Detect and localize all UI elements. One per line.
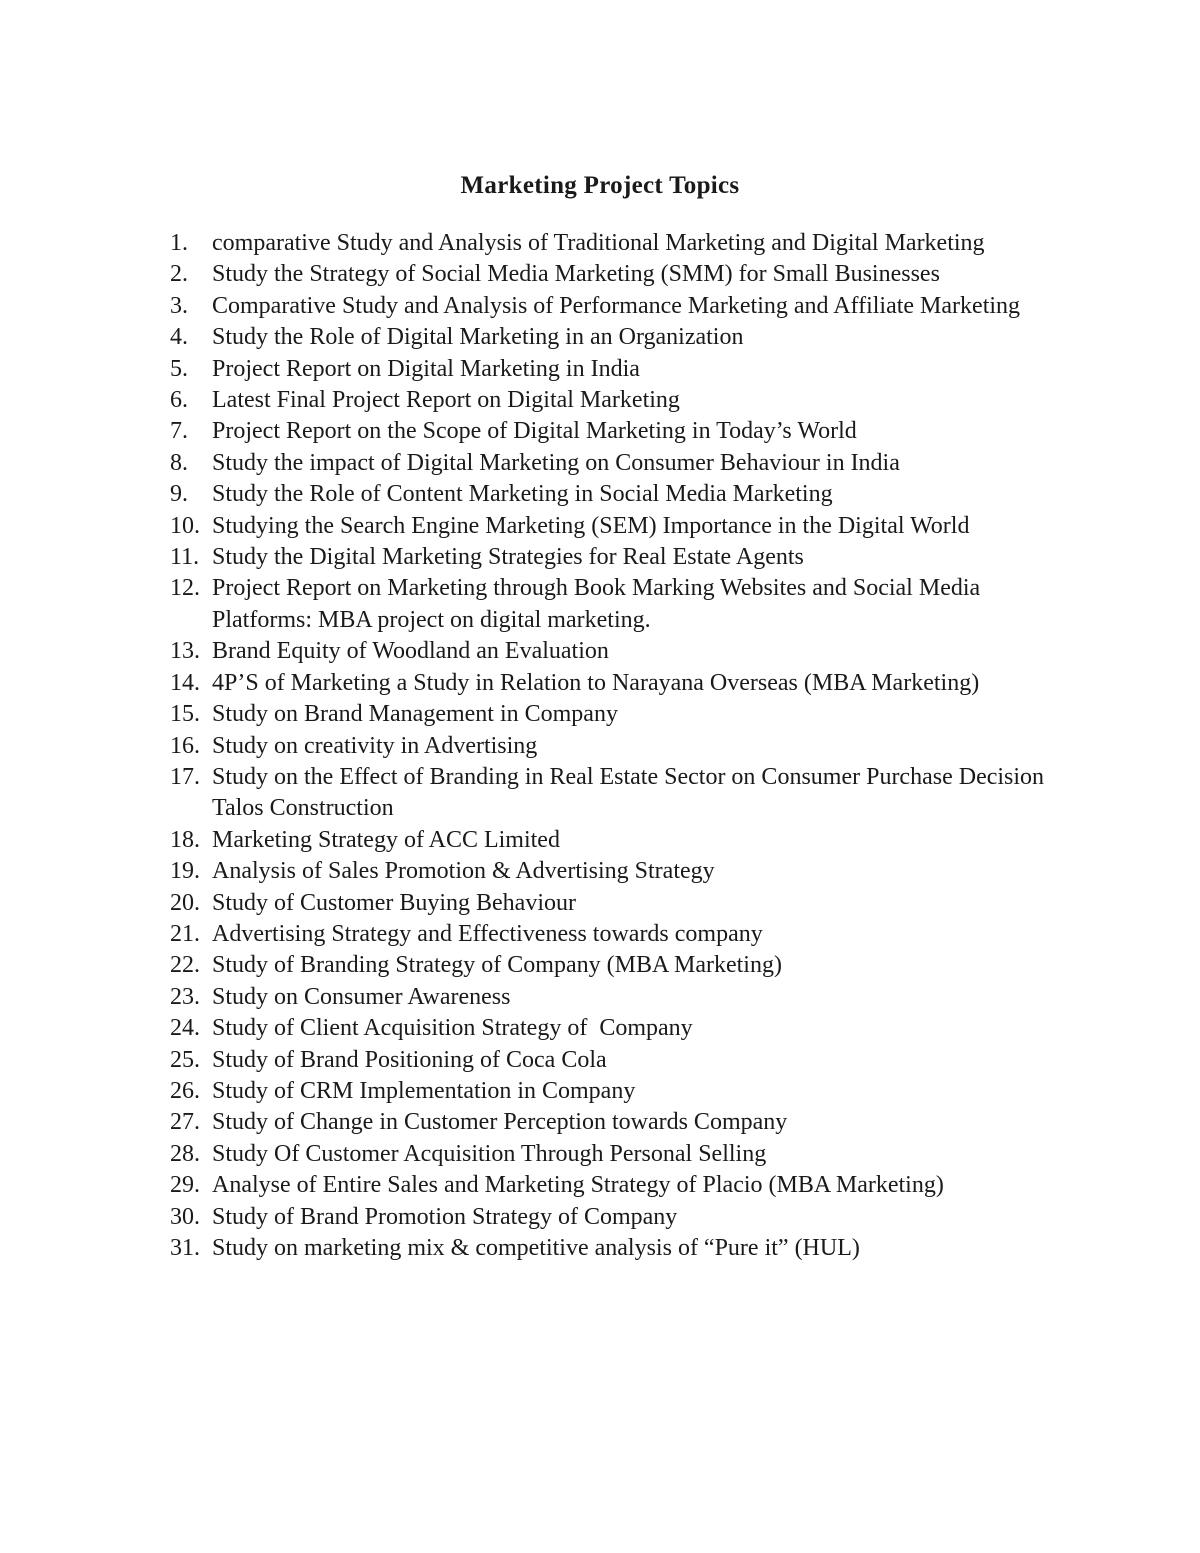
list-item bbox=[170, 856, 1070, 887]
list-item-number: 23. bbox=[170, 983, 200, 1010]
list-item-text: Study of Customer Buying Behaviour bbox=[212, 889, 576, 916]
list-item bbox=[170, 1013, 1070, 1044]
list-item bbox=[170, 291, 1070, 322]
list-item-number: 10. bbox=[170, 512, 200, 539]
list-item-number: 3. bbox=[170, 292, 188, 319]
list-item-text: Study the Digital Marketing Strategies for Real Estate Agents bbox=[212, 544, 804, 571]
list-item-number: 31. bbox=[170, 1235, 200, 1261]
list-item bbox=[170, 762, 1070, 825]
list-item-text: Study the impact of Digital Marketing on Consumer Behaviour in India bbox=[212, 449, 900, 476]
list-item-text: Latest Final Project Report on Digital Marketing bbox=[212, 387, 680, 414]
list-item bbox=[170, 322, 1070, 353]
list-item bbox=[170, 699, 1070, 730]
list-item bbox=[170, 511, 1070, 542]
list-item-text: Project Report on Digital Marketing in India bbox=[212, 355, 640, 382]
list-item bbox=[170, 448, 1070, 479]
list-item bbox=[170, 1139, 1070, 1170]
list-item bbox=[170, 354, 1070, 385]
list-item-text: Study Of Customer Acquisition Through Personal Selling bbox=[212, 1140, 767, 1167]
list-item-number: 28. bbox=[170, 1140, 200, 1167]
list-item bbox=[170, 1107, 1070, 1138]
document-title: Marketing Project Topics bbox=[460, 172, 740, 199]
list-item-text: Analyse of Entire Sales and Marketing Strategy of Placio (MBA Marketing) bbox=[212, 1172, 944, 1199]
list-item-text: Study on marketing mix & competitive analysis of “Pure it” (HUL) bbox=[212, 1235, 860, 1261]
list-item bbox=[170, 888, 1070, 919]
list-item bbox=[170, 825, 1070, 856]
list-item-text: Study the Role of Digital Marketing in an Organization bbox=[212, 324, 744, 351]
list-item bbox=[170, 668, 1070, 699]
list-item-number: 24. bbox=[170, 1015, 200, 1042]
list-item bbox=[170, 950, 1070, 981]
list-item-number: 20. bbox=[170, 889, 200, 916]
list-item bbox=[170, 1045, 1070, 1076]
list-item bbox=[170, 542, 1070, 573]
list-item bbox=[170, 479, 1070, 510]
list-item-number: 27. bbox=[170, 1109, 200, 1136]
list-item bbox=[170, 982, 1070, 1013]
list-item-text: Study of Branding Strategy of Company (MBA Marketing) bbox=[212, 952, 782, 979]
list-item-text: Studying the Search Engine Marketing (SEM) Importance in the Digital World bbox=[212, 512, 970, 539]
list-item-number: 22. bbox=[170, 952, 200, 979]
list-item-text: Study on Consumer Awareness bbox=[212, 983, 511, 1010]
list-item-number: 15. bbox=[170, 701, 200, 728]
list-item-number: 19. bbox=[170, 858, 200, 885]
list-item-number: 18. bbox=[170, 826, 200, 853]
list-item-text: Study on Brand Management in Company bbox=[212, 701, 618, 728]
list-item-text: Study of Client Acquisition Strategy of Company bbox=[212, 1015, 693, 1042]
list-item bbox=[170, 919, 1070, 950]
list-item bbox=[170, 259, 1070, 290]
list-item-number: 2. bbox=[170, 261, 188, 288]
list-item bbox=[170, 731, 1070, 762]
list-item bbox=[170, 385, 1070, 416]
list-item-number: 11. bbox=[170, 544, 200, 571]
list-item-number: 9. bbox=[170, 481, 188, 508]
list-item-text: Study the Strategy of Social Media Marketing (SMM) for Small Businesses bbox=[212, 261, 940, 288]
list-item bbox=[170, 1076, 1070, 1107]
list-item-text: Study on the Effect of Branding in Real Estate Sector on Consumer Purchase Decision Talos Construction bbox=[212, 763, 1050, 822]
list-item-number: 13. bbox=[170, 638, 200, 665]
list-item-text: Study the Role of Content Marketing in Social Media Marketing bbox=[212, 481, 833, 508]
list-item-number: 30. bbox=[170, 1203, 200, 1230]
list-item-number: 21. bbox=[170, 920, 200, 947]
list-item bbox=[170, 228, 1070, 259]
list-item-text: Brand Equity of Woodland an Evaluation bbox=[212, 638, 609, 665]
topic-list bbox=[170, 228, 1070, 1264]
list-item-text: Study of Change in Customer Perception towards Company bbox=[212, 1109, 788, 1136]
list-item-number: 29. bbox=[170, 1172, 200, 1199]
list-item-text: Comparative Study and Analysis of Performance Marketing and Affiliate Marketing bbox=[212, 292, 1021, 319]
list-item-number: 6. bbox=[170, 387, 188, 414]
list-item-number: 8. bbox=[170, 449, 188, 476]
list-item bbox=[170, 573, 1070, 636]
list-item-number: 7. bbox=[170, 418, 188, 445]
list-item-text: Advertising Strategy and Effectiveness towards company bbox=[212, 920, 763, 947]
list-item-number: 5. bbox=[170, 355, 188, 382]
list-item-number: 14. bbox=[170, 669, 200, 696]
list-item bbox=[170, 416, 1070, 447]
list-item-text: Study of Brand Positioning of Coca Cola bbox=[212, 1046, 607, 1073]
list-item bbox=[170, 636, 1070, 667]
list-item-text: Marketing Strategy of ACC Limited bbox=[212, 826, 560, 853]
list-item-number: 16. bbox=[170, 732, 200, 759]
list-item-number: 26. bbox=[170, 1077, 200, 1104]
list-item-text: Project Report on Marketing through Book Marking Websites and Social Media Platforms: MBA project on digital marketing. bbox=[212, 575, 987, 633]
list-item-number: 1. bbox=[170, 230, 188, 256]
list-item-number: 12. bbox=[170, 575, 200, 602]
list-item bbox=[170, 1202, 1070, 1233]
list-item-number: 25. bbox=[170, 1046, 200, 1073]
list-item-text: 4P’S of Marketing a Study in Relation to Narayana Overseas (MBA Marketing) bbox=[212, 669, 980, 696]
list-item bbox=[170, 1170, 1070, 1201]
list-item-text: Study on creativity in Advertising bbox=[212, 732, 538, 759]
list-item-number: 17. bbox=[170, 763, 200, 790]
list-item-text: Project Report on the Scope of Digital Marketing in Today’s World bbox=[212, 418, 857, 445]
list-item-number: 4. bbox=[170, 324, 188, 351]
list-item-text: Study of Brand Promotion Strategy of Company bbox=[212, 1203, 678, 1230]
list-item bbox=[170, 1233, 1070, 1264]
list-item-text: Analysis of Sales Promotion & Advertising Strategy bbox=[212, 858, 715, 885]
list-item-text: comparative Study and Analysis of Traditional Marketing and Digital Marketing bbox=[212, 230, 985, 256]
list-item-text: Study of CRM Implementation in Company bbox=[212, 1077, 636, 1104]
